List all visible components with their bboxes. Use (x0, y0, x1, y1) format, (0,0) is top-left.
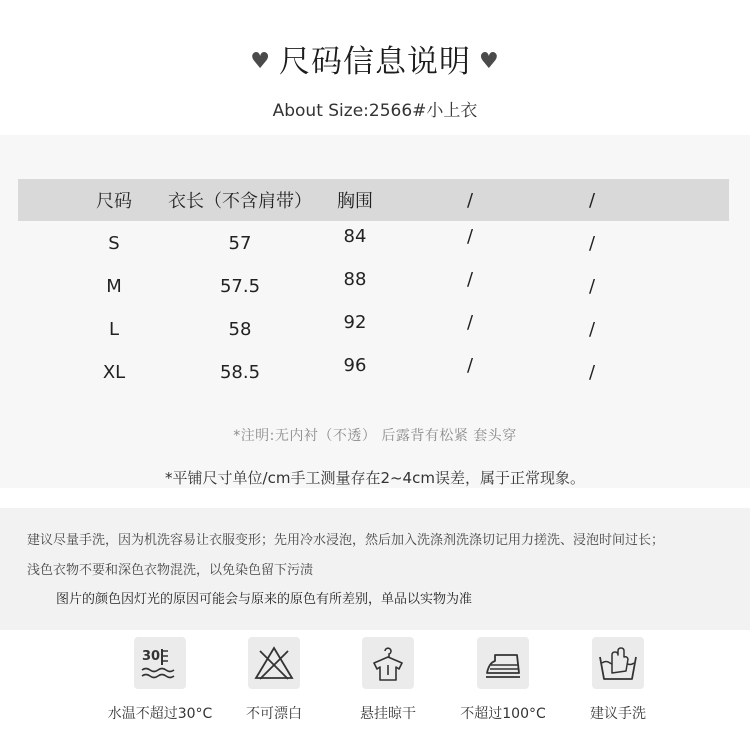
heart-icon: ♥ (250, 49, 271, 74)
hang-dry-icon (362, 637, 414, 689)
table-row (18, 307, 729, 350)
size-table (18, 179, 729, 393)
table-cell: S (108, 233, 120, 254)
table-cell: / (588, 362, 596, 383)
header-section (0, 0, 750, 135)
table-cell: 58.5 (219, 362, 261, 383)
table-cell: / (588, 276, 596, 297)
table-cell: 96 (343, 355, 367, 376)
table-cell: L (108, 319, 120, 340)
table-cell: / (588, 319, 596, 340)
table-cell: 88 (343, 269, 367, 290)
icon-label: 水温不超过30°C (107, 706, 213, 722)
table-cell: XL (102, 362, 126, 383)
measurement-note: *平铺尺寸单位/cm手工测量存在2~4cm误差，属于正常现象。 (165, 469, 585, 487)
table-cell: M (106, 276, 122, 297)
page-title (0, 36, 750, 81)
page-title-text: 尺码信息说明 (279, 44, 471, 80)
header-cell-size: 尺码 (96, 191, 132, 212)
care-instructions (0, 508, 750, 630)
header-cell-length: 衣长（不含肩带） (168, 191, 312, 212)
water-temperature-badge: 30 (142, 649, 161, 664)
table-cell: / (466, 355, 474, 376)
fabric-note: *注明:无内衬（不透） 后露背有松紧 套头穿 (233, 428, 517, 444)
table-cell: 58 (228, 319, 252, 340)
table-cell: 84 (343, 226, 367, 247)
water-temperature-30-icon (134, 637, 186, 689)
care-text-line: 浅色衣物不要和深色衣物混洗，以免染色留下污渍 (27, 563, 314, 578)
table-cell: 92 (343, 312, 367, 333)
table-row (18, 221, 729, 264)
table-cell: / (588, 233, 596, 254)
header-cell-blank: / (466, 189, 474, 211)
table-cell: 57.5 (219, 276, 261, 297)
header-cell-chest: 胸围 (337, 191, 373, 212)
icon-label: 不可漂白 (246, 706, 302, 722)
icon-label: 不超过100°C (460, 706, 546, 722)
color-disclaimer: 图片的颜色因灯光的原因可能会与原来的原色有所差别，单品以实物为准 (56, 592, 473, 607)
no-bleach-icon (248, 637, 300, 689)
iron-max-100-icon (477, 637, 529, 689)
table-cell: 57 (228, 233, 252, 254)
icon-label: 悬挂晾干 (360, 706, 416, 722)
table-row (18, 264, 729, 307)
table-cell: / (466, 269, 474, 290)
hand-wash-icon (592, 637, 644, 689)
table-cell: / (466, 226, 474, 247)
header-cell-blank: / (588, 189, 596, 211)
heart-icon: ♥ (479, 49, 500, 74)
table-cell: / (466, 312, 474, 333)
care-icons-row (0, 630, 750, 754)
table-row (18, 350, 729, 393)
size-table-section (0, 135, 750, 488)
table-header-row (18, 179, 729, 221)
icon-label: 建议手洗 (590, 706, 646, 722)
care-text-line: 建议尽量手洗，因为机洗容易让衣服变形；先用冷水浸泡，然后加入洗涤剂洗涤切记用力搓洗、浸泡时间过长； (27, 533, 665, 548)
subtitle: About Size:2566#小上衣 (272, 101, 478, 121)
